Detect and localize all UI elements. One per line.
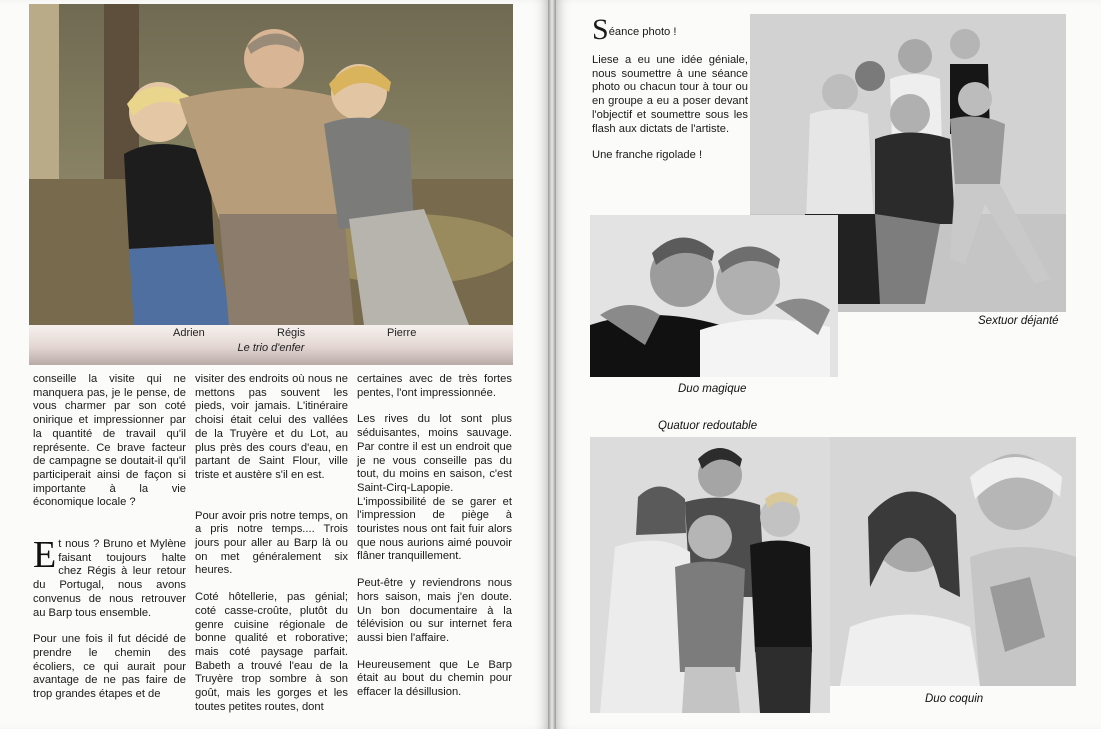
col3-paragraph-3: Peut-être y reviendrons nous hors saison, mais j'en doute. Un bon documentaire à la télévision ou sur internet fera aussi bien l'affaire.: [357, 577, 512, 644]
col1-paragraph-2: Et nous ? Bruno et Mylène faisant toujours halte chez Régis à leur retour du Portugal, nous avons convenus de nous retrouver au Barp tous ensemble.: [33, 534, 186, 619]
caption-name-pierre: Pierre: [387, 327, 417, 339]
duo-coquin-photo: [830, 437, 1076, 686]
trio-caption-title: Le trio d'enfer: [237, 342, 305, 354]
seance-paragraph-2: Une franche rigolade !: [592, 149, 703, 162]
caption-name-regis: Régis: [277, 327, 306, 339]
col2-paragraph-2: Pour avoir pris notre temps, on a pris notre temps.... Trois jours pour aller au Barp là ou on met généralement six heures.: [195, 509, 348, 577]
col1-paragraph-1: conseille la visite qui ne manquera pas, je le pense, de vous charmer par son coté onirique et impressionner par la quantité de travail qu'il représente. Ce brave facteur de campagne se doutait-il qu'il participerait ainsi de façon si importante à la vie économique locale ?: [33, 373, 186, 509]
article-column-3: [357, 373, 512, 713]
caption-name-adrien: Adrien: [173, 327, 205, 339]
col1-paragraph-3: Pour une fois il fut décidé de prendre le chemin des écoliers, ce qui aurait pour avantage de ne pas faire de trop grandes étapes et de: [33, 633, 186, 701]
caption-duo-coquin: Duo coquin: [925, 693, 984, 705]
col3-paragraph-1: certaines avec de très fortes pentes, l'ont impressionnée.: [357, 373, 512, 399]
col3-paragraph-2: Les rives du lot sont plus séduisantes, moins sauvage. Par contre il est un endroit que je ne vous conseille pas du tout, du moins en saison, c'est Saint-Cirq-Lapopie. L'impossibilité de se garer et l'impression de piège à touristes nous ont fait fuir alors que nous aurions aimé pouvoir flâner tranquillement.: [357, 413, 512, 563]
duo-magique-photo: [590, 215, 838, 377]
caption-quatuor: Quatuor redoutable: [658, 420, 758, 432]
seance-photo-heading: Séance photo !: [592, 13, 677, 46]
seance-photo-intro: [592, 13, 748, 176]
trio-photo: [29, 4, 513, 325]
col2-paragraph-3: Coté hôtellerie, pas génial; coté casse-croûte, plutôt du genre cuisine régionale de bonne qualité et roborative; mais coté paysage parfait. Babeth a trouvé l'eau de la Truyère trop sombre à son goût, mais les gorges et les toutes petites routes, dont: [195, 591, 348, 713]
quatuor-photo: [590, 437, 830, 713]
seance-paragraph-1: Liese a eu une idée géniale, nous soumettre à une séance photo ou chacun tour à tour ou en groupe a eu a poser devant l'objectif et soumettre sous les flash aux dictats de l'artiste.: [592, 54, 748, 135]
article-column-1: [33, 373, 186, 715]
col2-paragraph-1: visiter des endroits où nous ne mettons pas souvent les pieds, voir jamais. L'itinéraire choisi était celui des vallées de la Truyère et du Lot, au plus près des cours d'eau, en partant de Saint Flour, ville triste et austère s'il en est.: [195, 373, 348, 481]
caption-sextuor: Sextuor déjanté: [978, 315, 1059, 327]
col3-paragraph-4: Heureusement que Le Barp était au bout du chemin pour effacer la désillusion.: [357, 658, 512, 699]
book-gutter: [548, 0, 556, 729]
trio-caption-band: [29, 325, 513, 365]
caption-duo-magique: Duo magique: [678, 383, 747, 395]
dropcap-e: E: [33, 534, 57, 577]
article-column-2: [195, 373, 348, 727]
